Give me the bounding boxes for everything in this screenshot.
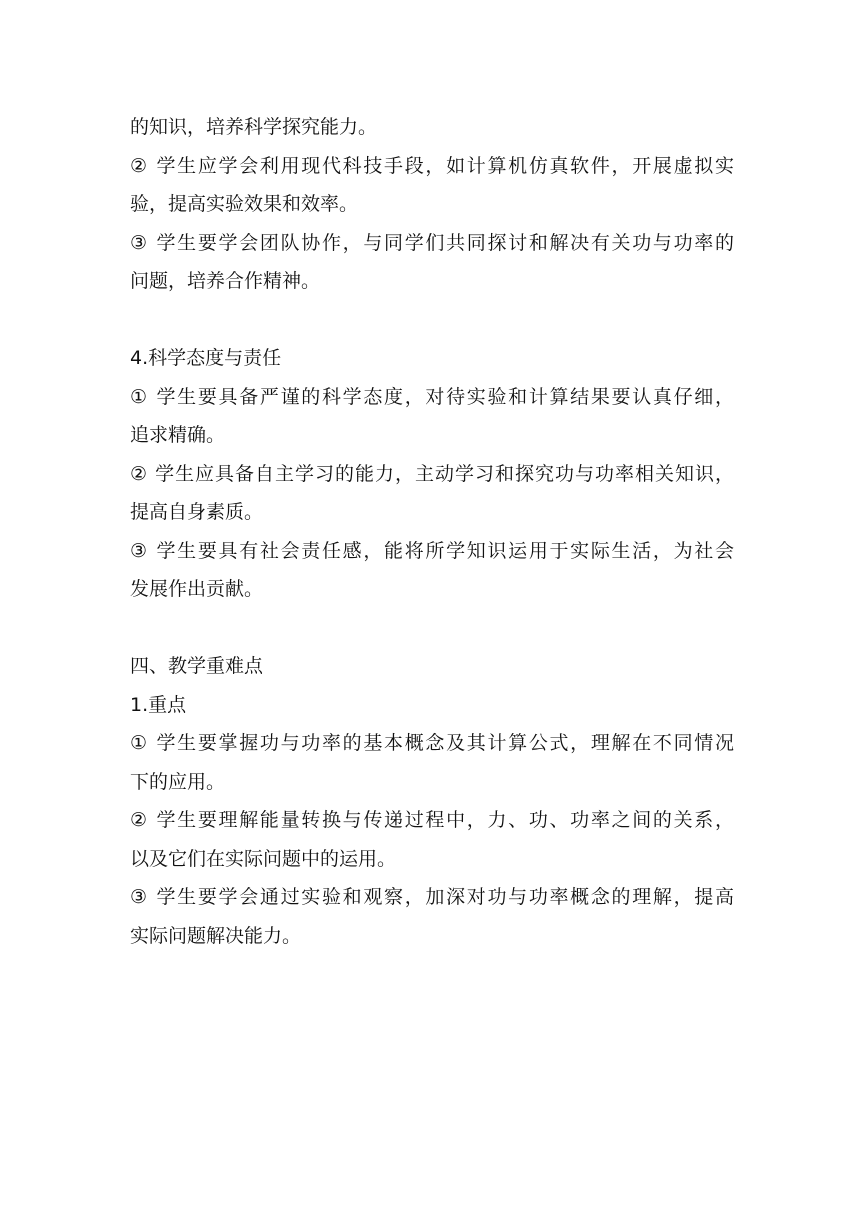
list-item-line: 问题，培养合作精神。 (130, 270, 321, 292)
section-heading: 4.科学态度与责任 (130, 347, 282, 369)
list-item-line: 发展作出贡献。 (130, 578, 264, 600)
list-item-line: ② 学生要理解能量转换与传递过程中，力、功、功率之间的关系， (130, 809, 734, 831)
part-heading: 四、教学重难点 (130, 655, 264, 677)
list-item-line: 追求精确。 (130, 424, 226, 446)
list-item-line: 下的应用。 (130, 770, 226, 793)
list-item-line: ① 学生要具备严谨的科学态度，对待实验和计算结果要认真仔细， (130, 385, 734, 408)
list-item-line: 实际问题解决能力。 (130, 924, 302, 947)
paragraph-spacer (130, 301, 734, 340)
paragraph-spacer (130, 609, 734, 648)
list-item-line: ③ 学生要学会通过实验和观察，加深对功与功率概念的理解，提高 (130, 886, 734, 908)
list-item-line: ③ 学生要学会团队协作，与同学们共同探讨和解决有关功与功率的 (130, 231, 734, 254)
list-item-line: 验，提高实验效果和效率。 (130, 193, 359, 215)
paragraph-line: 的知识，培养科学探究能力。 (130, 116, 378, 138)
subsection-heading: 1.重点 (130, 693, 187, 716)
list-item-line: ③ 学生要具有社会责任感，能将所学知识运用于实际生活，为社会 (130, 539, 734, 562)
list-item-line: ② 学生应具备自主学习的能力，主动学习和探究功与功率相关知识， (130, 462, 734, 485)
list-item-line: ② 学生应学会利用现代科技手段，如计算机仿真软件，开展虚拟实 (130, 154, 734, 177)
list-item-line: 提高自身素质。 (130, 501, 264, 523)
document-page (130, 108, 734, 955)
list-item-line: ① 学生要掌握功与功率的基本概念及其计算公式，理解在不同情况 (130, 732, 734, 754)
list-item-line: 以及它们在实际问题中的运用。 (130, 847, 397, 870)
